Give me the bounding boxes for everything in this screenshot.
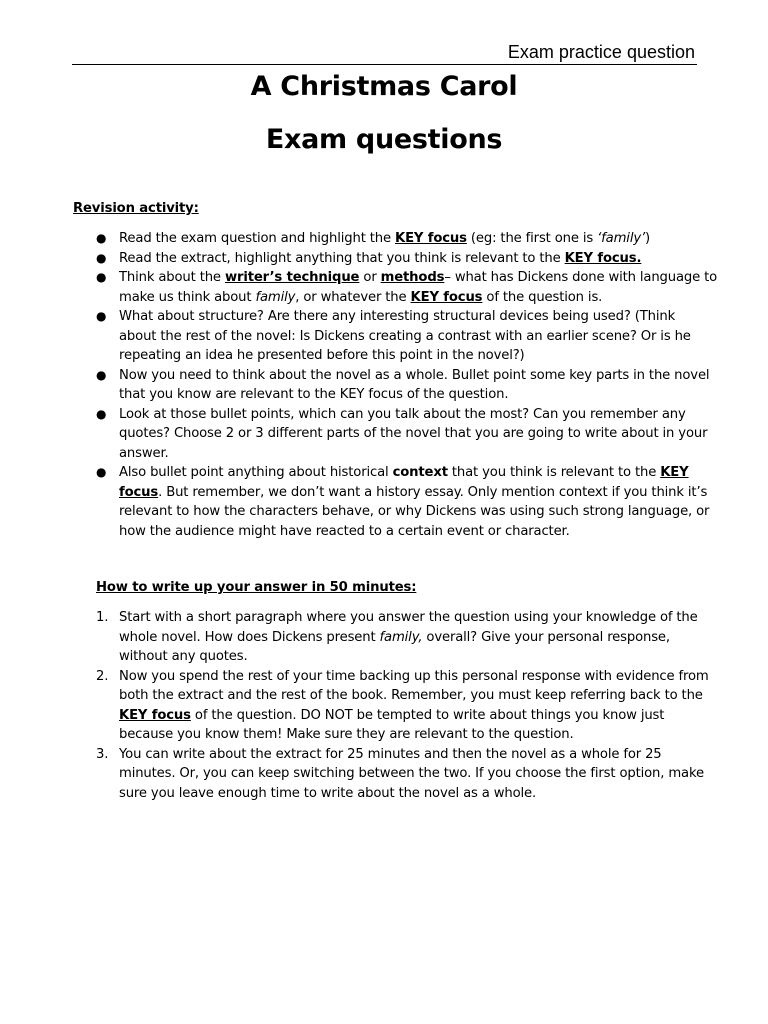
- text-run: (eg: the first one is: [466, 231, 598, 246]
- text-run: about the rest of the novel: Is Dickens creating a contrast with an earlier scene? Or is he: [119, 328, 691, 344]
- text-line: [119, 366, 710, 386]
- revision-bullet-item: [96, 268, 718, 307]
- revision-bullet-item: [96, 463, 710, 541]
- text-run: overall? Give your personal response,: [422, 629, 670, 645]
- how-to-step-item: [96, 745, 704, 804]
- emphasis-text: KEY focus: [395, 231, 467, 246]
- text-run: Look at those bullet points, which can you talk about the most? Can you remember any: [119, 406, 686, 422]
- text-run: , or whatever the: [295, 289, 411, 305]
- text-run: without any quotes.: [119, 649, 248, 664]
- emphasis-text: methods: [380, 270, 445, 285]
- text-run: answer.: [119, 445, 169, 461]
- bullet-icon: ●: [96, 231, 107, 245]
- bullet-icon: ●: [96, 250, 107, 265]
- emphasis-text: KEY focus.: [564, 250, 642, 266]
- text-run: whole novel. How does Dickens present: [119, 629, 380, 645]
- revision-bullet-item: [96, 229, 696, 249]
- emphasis-text: context: [392, 465, 448, 480]
- text-line: [119, 667, 709, 687]
- bullet-icon: ●: [96, 367, 107, 382]
- revision-bullet-item: [96, 405, 708, 464]
- text-line: [119, 764, 704, 784]
- text-line: [119, 444, 696, 464]
- text-run: of the question. DO NOT be tempted to write about things you know just: [190, 707, 665, 723]
- emphasis-text: KEY focus: [410, 289, 483, 305]
- step-number: 2.: [96, 668, 109, 684]
- text-run: both the extract and the rest of the book. Remember, you must keep referring back to the: [119, 688, 703, 703]
- text-run: What about structure? Are there any interesting structural devices being used? (Think: [119, 309, 676, 324]
- text-line: [119, 288, 696, 308]
- italic-text: family: [255, 289, 296, 305]
- text-run: Start with a short paragraph where you answer the question using your knowledge of the: [119, 610, 698, 625]
- text-run: that you think is relevant to the: [447, 465, 661, 480]
- text-line: [119, 385, 696, 405]
- text-line: [119, 463, 696, 483]
- text-line: [119, 647, 696, 667]
- revision-bullet-list: [96, 229, 718, 541]
- text-run: Read the extract, highlight anything that you think is relevant to the: [119, 250, 565, 266]
- page-header: Exam practice question: [507, 42, 695, 62]
- text-run: Now you need to think about the novel as a whole. Bullet point some key parts in the novel: [119, 367, 710, 383]
- header-rule: [72, 64, 697, 65]
- page-title: A Christmas Carol: [250, 71, 518, 102]
- text-line: [119, 745, 696, 765]
- text-run: minutes. Or, you can keep switching between the two. If you choose the first option, make: [119, 766, 704, 781]
- text-line: [119, 327, 696, 347]
- page-subtitle: Exam questions: [265, 124, 503, 155]
- text-line: [119, 483, 708, 503]
- italic-text: family,: [379, 629, 423, 645]
- bullet-icon: ●: [96, 465, 107, 479]
- how-to-write-heading: How to write up your answer in 50 minutes:: [96, 580, 417, 595]
- text-line: [119, 502, 710, 522]
- revision-bullet-item: [96, 307, 696, 366]
- emphasis-text: KEY focus: [119, 707, 191, 723]
- bullet-icon: ●: [96, 270, 107, 284]
- step-number: 1.: [96, 610, 109, 625]
- text-line: [119, 784, 696, 804]
- text-run: Think about the: [119, 270, 225, 285]
- text-run: make us think about: [119, 289, 256, 305]
- how-to-write-steps: [96, 608, 709, 803]
- bullet-icon: ●: [96, 309, 107, 323]
- how-to-step-item: [96, 608, 696, 667]
- text-line: [119, 405, 696, 425]
- revision-bullet-item: [96, 249, 696, 269]
- text-run: Also bullet point anything about historical: [119, 465, 393, 480]
- text-run: You can write about the extract for 25 minutes and then the novel as a whole for 25: [119, 746, 662, 762]
- emphasis-text: writer’s technique: [224, 270, 360, 285]
- text-run: because you know them! Make sure they are relevant to the question.: [119, 727, 574, 742]
- bullet-icon: ●: [96, 406, 107, 421]
- text-line: [119, 229, 696, 249]
- text-run: Read the exam question and highlight the: [119, 231, 395, 246]
- italic-text: ‘family’: [597, 231, 646, 246]
- text-run: quotes? Choose 2 or 3 different parts of the novel that you are going to write about in your: [119, 426, 708, 441]
- how-to-step-item: [96, 667, 709, 745]
- text-run: how the audience might have reacted to a certain event or character.: [119, 523, 570, 539]
- step-number: 3.: [96, 746, 109, 762]
- revision-bullet-item: [96, 366, 710, 405]
- text-line: [119, 608, 696, 628]
- text-line: [119, 249, 696, 269]
- text-line: [119, 686, 703, 706]
- text-run: – what has Dickens done with language to: [444, 270, 718, 285]
- text-line: [119, 307, 696, 327]
- text-line: [119, 424, 708, 444]
- text-line: [119, 725, 696, 745]
- text-line: [119, 346, 696, 366]
- text-run: or: [359, 270, 381, 285]
- text-run: that you know are relevant to the KEY focus of the question.: [119, 387, 509, 402]
- text-run: repeating an idea he presented before this point in the novel?): [119, 348, 525, 363]
- text-line: [119, 522, 696, 542]
- text-line: [119, 628, 696, 648]
- text-run: of the question is.: [482, 289, 603, 305]
- text-run: . But remember, we don’t want a history essay. Only mention context if you think it’s: [158, 484, 708, 500]
- text-line: [119, 706, 696, 726]
- revision-activity-heading: Revision activity:: [73, 201, 199, 216]
- text-run: sure you leave enough time to write about the novel as a whole.: [119, 785, 537, 801]
- text-run: ): [645, 231, 651, 246]
- emphasis-text: KEY: [660, 465, 689, 480]
- text-run: Now you spend the rest of your time backing up this personal response with evidence from: [119, 668, 709, 684]
- emphasis-text: focus: [119, 484, 159, 500]
- text-run: relevant to how the characters behave, or why Dickens was using such strong language, or: [119, 504, 710, 519]
- text-line: [119, 268, 718, 288]
